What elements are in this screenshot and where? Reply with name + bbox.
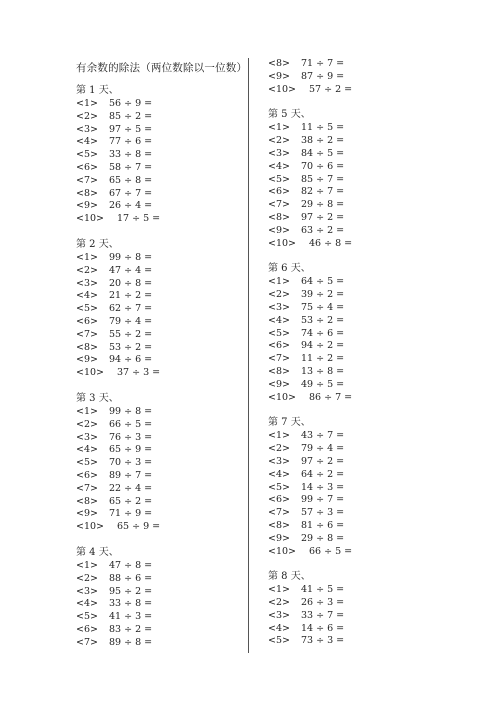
day-title: 第 3 天、: [76, 392, 119, 404]
problem-number: <3>: [268, 301, 290, 313]
problem-row: [76, 213, 246, 226]
problem-row: [268, 225, 438, 238]
problem-expression: 70 ÷ 6 =: [301, 160, 345, 172]
problem-number: <2>: [268, 289, 290, 301]
problem-row: [268, 353, 438, 366]
problem-number: <9>: [76, 354, 98, 366]
problem-expression: 85 ÷ 2 =: [109, 110, 153, 122]
problem-number: <1>: [76, 98, 98, 109]
problem-row: [268, 84, 438, 97]
problem-number: <2>: [268, 443, 290, 455]
problem-expression: 85 ÷ 7 =: [301, 173, 345, 185]
problem-number: <7>: [76, 328, 98, 340]
day-section: [268, 108, 438, 250]
problem-expression: 17 ÷ 5 =: [117, 213, 161, 225]
problem-number: <1>: [268, 122, 290, 134]
column-divider: [248, 58, 249, 653]
problem-number: <8>: [268, 211, 290, 223]
problem-row: [268, 507, 438, 520]
problem-row: [268, 122, 438, 135]
problem-expression: 26 ÷ 4 =: [109, 200, 153, 212]
problem-number: <7>: [76, 482, 98, 494]
day-section: [76, 392, 246, 534]
problem-number: <2>: [76, 418, 98, 430]
problem-row: [76, 573, 246, 586]
problem-row: [76, 419, 246, 432]
problem-expression: 64 ÷ 5 =: [301, 276, 345, 288]
problem-expression: 33 ÷ 7 =: [301, 609, 345, 621]
problem-row: [76, 136, 246, 149]
problem-expression: 65 ÷ 9 =: [117, 521, 161, 533]
problem-row: [76, 560, 246, 573]
problem-expression: 38 ÷ 2 =: [301, 135, 345, 147]
day-section: [268, 262, 438, 404]
problem-row: [268, 546, 438, 559]
problem-number: <6>: [76, 315, 98, 327]
problem-row: [76, 290, 246, 303]
problem-expression: 58 ÷ 7 =: [109, 161, 153, 173]
problem-number: <10>: [268, 237, 297, 249]
problem-row: [76, 98, 246, 111]
problem-number: <3>: [76, 123, 98, 135]
problem-number: <6>: [268, 186, 290, 198]
problem-row: [76, 329, 246, 342]
problem-expression: 47 ÷ 8 =: [109, 559, 153, 571]
problem-number: <10>: [76, 521, 105, 533]
problem-row: [76, 200, 246, 213]
problem-expression: 26 ÷ 3 =: [301, 597, 345, 609]
problem-row: [268, 276, 438, 289]
problem-row: [76, 432, 246, 445]
problem-number: <7>: [268, 353, 290, 365]
problem-row: [268, 71, 438, 84]
problem-row: [76, 457, 246, 470]
problem-number: <5>: [76, 457, 98, 469]
problem-expression: 55 ÷ 2 =: [109, 328, 153, 340]
day-title: 第 7 天、: [268, 417, 311, 429]
problem-row: [76, 149, 246, 162]
problem-expression: 81 ÷ 6 =: [301, 519, 345, 531]
problem-number: <1>: [76, 559, 98, 571]
problem-expression: 65 ÷ 9 =: [109, 444, 153, 456]
problem-expression: 29 ÷ 8 =: [301, 532, 345, 544]
day-title: 第 8 天、: [268, 571, 311, 583]
problem-number: <1>: [76, 405, 98, 417]
problem-number: <2>: [268, 597, 290, 609]
problem-row: [268, 469, 438, 482]
problem-number: <9>: [76, 508, 98, 520]
problem-expression: 14 ÷ 6 =: [301, 622, 345, 634]
problem-row: [268, 482, 438, 495]
problem-number: <10>: [268, 83, 297, 95]
problem-number: <2>: [76, 110, 98, 122]
problem-number: <10>: [76, 367, 105, 379]
problem-row: [268, 328, 438, 341]
problem-expression: 66 ÷ 5 =: [109, 418, 153, 430]
problem-expression: 20 ÷ 8 =: [109, 277, 153, 289]
problem-number: <9>: [268, 70, 290, 82]
problem-row: [76, 367, 246, 380]
problem-expression: 97 ÷ 2 =: [301, 211, 345, 223]
problem-expression: 82 ÷ 7 =: [301, 186, 345, 198]
problem-number: <1>: [268, 430, 290, 442]
problem-expression: 46 ÷ 8 =: [309, 237, 353, 249]
problem-expression: 11 ÷ 2 =: [301, 353, 345, 365]
problem-expression: 99 ÷ 7 =: [301, 494, 345, 506]
problem-row: [268, 212, 438, 225]
problem-expression: 64 ÷ 2 =: [301, 468, 345, 480]
problem-number: <9>: [268, 378, 290, 390]
problem-number: <10>: [76, 213, 105, 225]
problem-number: <8>: [76, 341, 98, 353]
problem-row: [268, 238, 438, 251]
day-section: [76, 238, 246, 380]
problem-row: [268, 315, 438, 328]
problem-number: <4>: [76, 136, 98, 148]
day-section-continued: [268, 58, 438, 96]
problem-expression: 83 ÷ 2 =: [109, 623, 153, 635]
problem-number: <6>: [268, 340, 290, 352]
problem-expression: 57 ÷ 2 =: [309, 83, 353, 95]
problem-row: [268, 366, 438, 379]
problem-expression: 67 ÷ 7 =: [109, 187, 153, 199]
problem-row: [268, 520, 438, 533]
problem-expression: 99 ÷ 8 =: [109, 405, 153, 417]
problem-row: [76, 303, 246, 316]
problem-row: [268, 494, 438, 507]
problem-expression: 94 ÷ 2 =: [301, 340, 345, 352]
problem-number: <8>: [76, 495, 98, 507]
problem-expression: 71 ÷ 7 =: [301, 58, 345, 69]
problem-number: <6>: [76, 469, 98, 481]
problem-number: <5>: [76, 149, 98, 161]
day-section: [268, 570, 438, 648]
day-section: [268, 416, 438, 558]
problem-number: <5>: [268, 481, 290, 493]
problem-expression: 73 ÷ 3 =: [301, 635, 345, 647]
day-title: 第 5 天、: [268, 109, 311, 121]
problem-expression: 71 ÷ 9 =: [109, 508, 153, 520]
day-title: 第 1 天、: [76, 85, 119, 96]
problem-row: [268, 623, 438, 636]
problem-number: <6>: [268, 494, 290, 506]
problem-expression: 13 ÷ 8 =: [301, 365, 345, 377]
problem-number: <4>: [268, 622, 290, 634]
problem-row: [268, 289, 438, 302]
problem-row: [76, 342, 246, 355]
problem-number: <8>: [268, 58, 290, 69]
problem-number: <3>: [76, 431, 98, 443]
problem-row: [76, 188, 246, 201]
problem-row: [76, 483, 246, 496]
problem-expression: 39 ÷ 2 =: [301, 289, 345, 301]
problem-number: <2>: [76, 264, 98, 276]
problem-expression: 37 ÷ 3 =: [117, 367, 161, 379]
problem-expression: 95 ÷ 2 =: [109, 585, 153, 597]
problem-row: [76, 470, 246, 483]
problem-number: <9>: [268, 224, 290, 236]
problem-number: <7>: [268, 507, 290, 519]
problem-number: <5>: [76, 611, 98, 623]
problem-row: [268, 199, 438, 212]
problem-expression: 79 ÷ 4 =: [301, 443, 345, 455]
worksheet-title: 有余数的除法（两位数除以一位数）: [76, 62, 248, 74]
day-title: 第 2 天、: [76, 238, 119, 250]
problem-expression: 43 ÷ 7 =: [301, 430, 345, 442]
problem-expression: 88 ÷ 6 =: [109, 572, 153, 584]
problem-row: [76, 278, 246, 291]
problem-row: [76, 598, 246, 611]
problem-number: <6>: [76, 161, 98, 173]
problem-row: [76, 265, 246, 278]
problem-expression: 65 ÷ 8 =: [109, 174, 153, 186]
problem-row: [268, 340, 438, 353]
problem-number: <8>: [268, 519, 290, 531]
problem-row: [76, 637, 246, 650]
problem-row: [76, 508, 246, 521]
problem-number: <9>: [76, 200, 98, 212]
problem-row: [268, 186, 438, 199]
problem-number: <3>: [268, 147, 290, 159]
problem-expression: 56 ÷ 9 =: [109, 98, 153, 109]
problem-expression: 87 ÷ 9 =: [301, 70, 345, 82]
problem-number: <5>: [268, 327, 290, 339]
problem-number: <4>: [76, 598, 98, 610]
problem-expression: 94 ÷ 6 =: [109, 354, 153, 366]
problem-expression: 70 ÷ 3 =: [109, 457, 153, 469]
problem-number: <2>: [268, 135, 290, 147]
right-column: [268, 58, 438, 660]
problem-row: [76, 496, 246, 509]
problem-number: <10>: [268, 391, 297, 403]
problem-number: <7>: [76, 174, 98, 186]
problem-expression: 57 ÷ 3 =: [301, 507, 345, 519]
problem-expression: 29 ÷ 8 =: [301, 199, 345, 211]
problem-expression: 79 ÷ 4 =: [109, 315, 153, 327]
day-section: [76, 546, 246, 650]
problem-expression: 62 ÷ 7 =: [109, 303, 153, 315]
left-column: [76, 58, 246, 661]
problem-expression: 86 ÷ 7 =: [309, 391, 353, 403]
problem-expression: 11 ÷ 5 =: [301, 122, 345, 134]
problem-expression: 65 ÷ 2 =: [109, 495, 153, 507]
problem-row: [268, 584, 438, 597]
problem-number: <8>: [268, 365, 290, 377]
problem-row: [268, 135, 438, 148]
day-section: [76, 84, 246, 226]
problem-row: [76, 611, 246, 624]
problem-row: [268, 430, 438, 443]
problem-expression: 97 ÷ 2 =: [301, 455, 345, 467]
problem-row: [76, 521, 246, 534]
problem-expression: 99 ÷ 8 =: [109, 251, 153, 263]
problem-number: <9>: [268, 532, 290, 544]
problem-number: <2>: [76, 572, 98, 584]
problem-expression: 33 ÷ 8 =: [109, 598, 153, 610]
problem-expression: 53 ÷ 2 =: [301, 314, 345, 326]
problem-row: [268, 302, 438, 315]
problem-expression: 49 ÷ 5 =: [301, 378, 345, 390]
problem-expression: 41 ÷ 5 =: [301, 584, 345, 596]
problem-row: [268, 379, 438, 392]
problem-number: <4>: [76, 444, 98, 456]
problem-number: <3>: [268, 609, 290, 621]
problem-number: <6>: [76, 623, 98, 635]
problem-number: <7>: [76, 636, 98, 648]
day-title: 第 6 天、: [268, 263, 311, 275]
problem-number: <5>: [268, 635, 290, 647]
problem-number: <8>: [76, 187, 98, 199]
problem-row: [76, 406, 246, 419]
problem-row: [268, 456, 438, 469]
problem-expression: 66 ÷ 5 =: [309, 545, 353, 557]
problem-number: <4>: [268, 468, 290, 480]
problem-expression: 22 ÷ 4 =: [109, 482, 153, 494]
problem-expression: 41 ÷ 3 =: [109, 611, 153, 623]
problem-row: [76, 175, 246, 188]
problem-number: <1>: [268, 584, 290, 596]
problem-row: [76, 586, 246, 599]
problem-row: [76, 124, 246, 137]
problem-number: <10>: [268, 545, 297, 557]
problem-number: <5>: [268, 173, 290, 185]
problem-row: [76, 111, 246, 124]
problem-expression: 89 ÷ 7 =: [109, 469, 153, 481]
problem-expression: 33 ÷ 8 =: [109, 149, 153, 161]
problem-row: [76, 624, 246, 637]
problem-number: <3>: [76, 585, 98, 597]
problem-row: [76, 354, 246, 367]
problem-number: <4>: [268, 160, 290, 172]
problem-row: [76, 444, 246, 457]
problem-row: [76, 162, 246, 175]
problem-number: <5>: [76, 303, 98, 315]
problem-expression: 97 ÷ 5 =: [109, 123, 153, 135]
problem-row: [268, 610, 438, 623]
problem-row: [268, 174, 438, 187]
problem-row: [268, 533, 438, 546]
problem-row: [268, 443, 438, 456]
problem-row: [76, 316, 246, 329]
problem-row: [268, 635, 438, 648]
problem-number: <1>: [76, 251, 98, 263]
problem-number: <3>: [268, 455, 290, 467]
problem-expression: 53 ÷ 2 =: [109, 341, 153, 353]
problem-row: [268, 148, 438, 161]
problem-row: [76, 252, 246, 265]
problem-expression: 84 ÷ 5 =: [301, 147, 345, 159]
problem-expression: 89 ÷ 8 =: [109, 636, 153, 648]
problem-expression: 74 ÷ 6 =: [301, 327, 345, 339]
problem-row: [268, 392, 438, 405]
problem-row: [268, 58, 438, 71]
problem-row: [268, 161, 438, 174]
day-title: 第 4 天、: [76, 546, 119, 558]
problem-expression: 75 ÷ 4 =: [301, 301, 345, 313]
problem-number: <1>: [268, 276, 290, 288]
problem-expression: 76 ÷ 3 =: [109, 431, 153, 443]
problem-expression: 14 ÷ 3 =: [301, 481, 345, 493]
problem-expression: 21 ÷ 2 =: [109, 290, 153, 302]
problem-number: <4>: [268, 314, 290, 326]
problem-expression: 47 ÷ 4 =: [109, 264, 153, 276]
problem-number: <4>: [76, 290, 98, 302]
problem-row: [268, 597, 438, 610]
problem-number: <3>: [76, 277, 98, 289]
problem-expression: 77 ÷ 6 =: [109, 136, 153, 148]
problem-number: <7>: [268, 199, 290, 211]
problem-expression: 63 ÷ 2 =: [301, 224, 345, 236]
